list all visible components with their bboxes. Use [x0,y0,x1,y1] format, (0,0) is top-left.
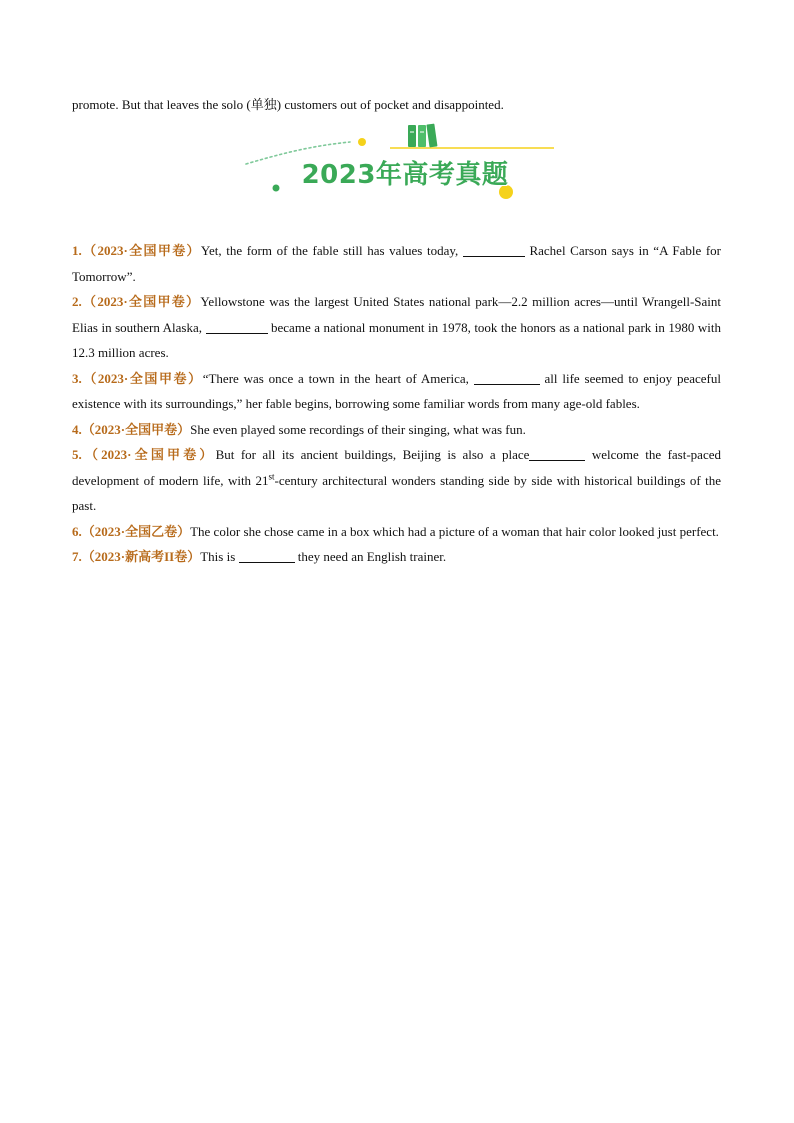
question-text: became a national monument in 1978, took the honors as a national park in 1980 with 12.3 million acres. [72,319,721,360]
question-source: （2023·全国乙卷） [81,523,191,539]
answer-blank[interactable] [239,548,295,563]
question-item [72,289,721,366]
question-source: （2023·全国甲卷） [81,370,203,386]
question-text: She even played some recordings of their singing, what was fun. [190,421,526,437]
banner-title: 2023年高考真题 [301,160,509,190]
green-dot-icon [273,185,280,192]
question-source: （2023·全国甲卷） [81,421,191,437]
answer-blank[interactable] [463,242,525,257]
intro-text-cn: 单独 [250,97,277,112]
question-item [72,519,721,545]
question-item [72,544,721,570]
answer-blank[interactable] [206,319,268,334]
books-icon [408,124,437,148]
question-text: Yet, the form of the fable still has values today, [200,243,463,258]
question-number: 7. [72,549,82,564]
question-text: Rachel Carson says in “A Fable for Tomorrow”. [72,243,721,284]
question-source: （2023·全国甲卷） [81,243,201,258]
question-text: all life seemed to enjoy peaceful existence with its surroundings,” her fable begins, borrowing some familiar words from many age-old fables. [72,370,721,411]
intro-text-a: promote. But that leaves the solo ( [72,97,251,112]
section-banner [240,120,560,202]
answer-blank[interactable] [474,370,540,385]
intro-text-b: ) customers out of pocket and disappointed. [276,97,504,112]
question-item [72,238,721,289]
question-item [72,366,721,417]
question-number: 1. [72,243,82,258]
question-number: 4. [72,421,82,437]
question-source: （2023·新高考II卷） [81,549,201,564]
question-item [72,442,721,519]
question-source: （2023·全国甲卷） [81,447,216,462]
question-source: （2023·全国甲卷） [81,294,201,309]
question-text: But for all its ancient buildings, Beijing is also a place [215,447,530,462]
question-number: 6. [72,523,82,539]
question-text: welcome the fast-paced development of modern life, with 21 [72,447,721,488]
question-text: they need an English trainer. [294,549,447,564]
ordinal-superscript: st [268,471,275,482]
question-text: Yellowstone was the largest United States national park—2.2 million acres—until Wrangell-Saint Elias in southern Alaska, [72,294,721,335]
yellow-dot-icon [358,138,366,146]
question-text: This is [200,549,239,564]
answer-blank[interactable] [529,446,585,461]
question-text: -century architectural wonders standing side by side with historical buildings of the past. [72,472,721,513]
question-number: 3. [72,370,82,386]
question-text: The color she chose came in a box which had a picture of a woman that hair color looked just perfect. [190,523,719,539]
question-text: “There was once a town in the heart of America, [202,370,474,386]
question-list [72,238,721,570]
question-number: 5. [72,447,82,462]
question-number: 2. [72,294,82,309]
question-item [72,417,721,443]
intro-paragraph [72,96,732,114]
